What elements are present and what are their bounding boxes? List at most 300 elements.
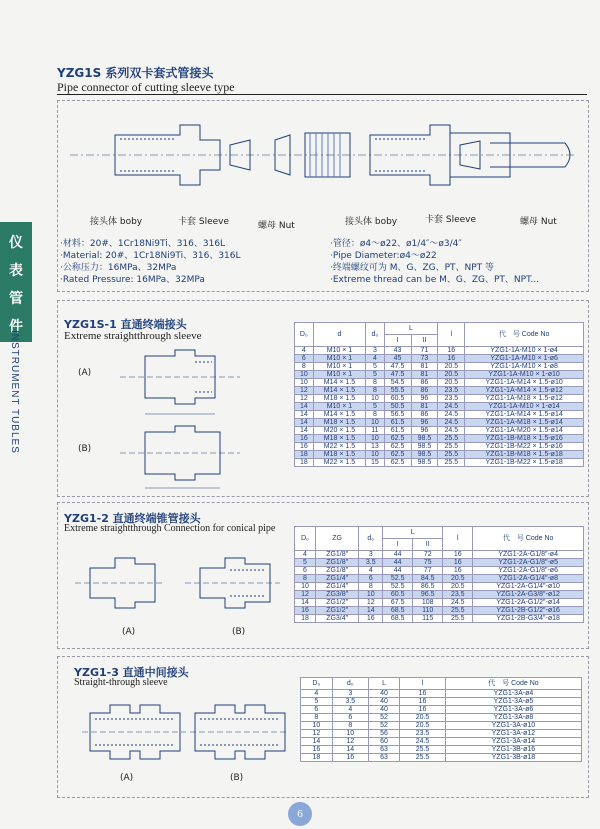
- table-cell: YZG1-3A-ø8: [445, 714, 581, 722]
- table-cell: 4: [295, 347, 314, 355]
- table-cell: 52.5: [383, 575, 413, 583]
- table-cell: 6: [332, 714, 368, 722]
- table-cell: 25.5: [443, 607, 473, 615]
- table-row: [295, 599, 584, 607]
- table-cell: 24.5: [438, 427, 465, 435]
- col-header: d₀: [366, 323, 384, 347]
- table-cell: 20.5: [443, 583, 473, 591]
- table-cell: M18 × 1.5: [313, 419, 365, 427]
- col-header: L: [368, 678, 399, 690]
- table-row: [295, 559, 584, 567]
- table-cell: 16: [400, 706, 446, 714]
- table-cell: 62.5: [384, 435, 411, 443]
- table-cell: 110: [413, 607, 443, 615]
- section1-subtitle: Extreme straightthrough sleeve: [64, 330, 202, 342]
- table-cell: YZG1-3A-ø5: [445, 698, 581, 706]
- table-cell: 67.5: [383, 599, 413, 607]
- page-number: 6: [288, 802, 312, 826]
- table-cell: YZG1-3A-ø12: [445, 730, 581, 738]
- table-cell: 10: [366, 435, 384, 443]
- table-cell: 3.5: [332, 698, 368, 706]
- table-row: [295, 403, 584, 411]
- table-cell: 4: [366, 355, 384, 363]
- table-cell: 8: [366, 379, 384, 387]
- col-header: 代 号 Code No: [445, 678, 581, 690]
- diagram-label: 接头体 boby: [90, 217, 143, 227]
- table-row: [295, 411, 584, 419]
- col-header: 代 号 Code No: [465, 323, 584, 347]
- table-cell: 5: [366, 403, 384, 411]
- table-cell: ZG3/4″: [315, 615, 358, 623]
- table-cell: 12: [295, 591, 316, 599]
- section1-title: YZG1S-1 直通终端接头: [64, 318, 187, 331]
- table-cell: M10 × 1: [313, 371, 365, 379]
- table-cell: ZG1/8″: [315, 551, 358, 559]
- table-cell: YZG1-2A-G1/4″-ø8: [473, 575, 584, 583]
- table-cell: 8: [295, 363, 314, 371]
- table-cell: 8: [332, 722, 368, 730]
- table-cell: YZG1-2A-G1/8″-ø4: [473, 551, 584, 559]
- table-cell: 6: [295, 355, 314, 363]
- table-cell: ZG1/2″: [315, 599, 358, 607]
- table-cell: 61.5: [384, 419, 411, 427]
- table-cell: 25.5: [438, 451, 465, 459]
- table-cell: 16: [295, 443, 314, 451]
- table-cell: 14: [301, 738, 333, 746]
- table-cell: 47.5: [384, 363, 411, 371]
- table-row: [295, 459, 584, 467]
- table-cell: 40: [368, 690, 399, 698]
- table-cell: M10 × 1: [313, 347, 365, 355]
- table-cell: 62.5: [384, 443, 411, 451]
- table-cell: 10: [295, 371, 314, 379]
- table-cell: 4: [301, 690, 333, 698]
- table-cell: YZG1-1A-M10 × 1-ø8: [465, 363, 584, 371]
- table-cell: 24.5: [438, 403, 465, 411]
- table-cell: 20.5: [438, 379, 465, 387]
- col-header: d₀: [332, 678, 368, 690]
- table-cell: 96: [411, 419, 438, 427]
- table-cell: YZG1-1A-M14 × 1.5-ø10: [465, 379, 584, 387]
- col-header: l: [443, 527, 473, 551]
- table-cell: YZG1-2A-G3/8″-ø12: [473, 591, 584, 599]
- table-cell: 24.5: [400, 738, 446, 746]
- table-cell: YZG1-3A-ø10: [445, 722, 581, 730]
- table-row: [295, 607, 584, 615]
- table-cell: 8: [295, 575, 316, 583]
- table-cell: 6: [359, 575, 383, 583]
- table-cell: 20.5: [438, 371, 465, 379]
- sidebar-char: 管: [9, 291, 23, 307]
- table-cell: 77: [413, 567, 443, 575]
- table-cell: 25.5: [443, 615, 473, 623]
- table-row: [295, 551, 584, 559]
- table-cell: 84.5: [413, 575, 443, 583]
- table-row: [295, 419, 584, 427]
- table-row: [301, 722, 582, 730]
- table-cell: 44: [383, 559, 413, 567]
- table-cell: YZG1-1A-M10 × 1-ø6: [465, 355, 584, 363]
- table-row: [295, 395, 584, 403]
- table-cell: 63: [368, 754, 399, 762]
- table-cell: YZG1-1A-M20 × 1.5-ø14: [465, 427, 584, 435]
- table-cell: 23.5: [400, 730, 446, 738]
- table-cell: 12: [301, 730, 333, 738]
- table-cell: YZG1-2A-G1/2″-ø14: [473, 599, 584, 607]
- col-subheader: II: [413, 539, 443, 551]
- table-row: [301, 698, 582, 706]
- diagram-label: 螺母 Nut: [258, 221, 295, 231]
- table-cell: 81: [411, 371, 438, 379]
- table-cell: 86: [411, 411, 438, 419]
- table-cell: M14 × 1.5: [313, 379, 365, 387]
- table-cell: M18 × 1.5: [313, 451, 365, 459]
- spec-line: ·材料：20#、1Cr18Ni9Ti、316、316L: [60, 239, 226, 249]
- table-cell: 25.5: [438, 435, 465, 443]
- header-rule: [57, 94, 587, 95]
- table-cell: 96: [411, 427, 438, 435]
- table-cell: 56: [368, 730, 399, 738]
- table-row: [295, 591, 584, 599]
- table-cell: 5: [366, 371, 384, 379]
- diagram-label: 卡套 Sleeve: [425, 215, 477, 225]
- table-cell: 86: [411, 387, 438, 395]
- table-cell: M14 × 1.5: [313, 387, 365, 395]
- table-cell: 73: [411, 355, 438, 363]
- table-cell: 15: [366, 459, 384, 467]
- table-cell: 18: [295, 459, 314, 467]
- table-cell: YZG1-1A-M14 × 1.5-ø12: [465, 387, 584, 395]
- table-cell: 5: [301, 698, 333, 706]
- table-cell: YZG1-3B-ø18: [445, 754, 581, 762]
- table-cell: 40: [368, 706, 399, 714]
- table-cell: 12: [295, 387, 314, 395]
- table-cell: 86: [411, 379, 438, 387]
- col-subheader: II: [411, 335, 438, 347]
- table-cell: 81: [411, 363, 438, 371]
- table-row: [301, 706, 582, 714]
- col-header: l: [400, 678, 446, 690]
- table-cell: 10: [301, 722, 333, 730]
- table-cell: 20.5: [443, 575, 473, 583]
- table-cell: 60.5: [383, 591, 413, 599]
- table-cell: 98.5: [411, 451, 438, 459]
- table-cell: M10 × 1: [313, 363, 365, 371]
- table-cell: 45: [384, 355, 411, 363]
- table-cell: YZG1-1B-M22 × 1.5-ø18: [465, 459, 584, 467]
- table-cell: M14 × 1.5: [313, 411, 365, 419]
- spec-line: ·Rated Pressure: 16MPa、32MPa: [60, 275, 205, 285]
- table-cell: 47.5: [384, 371, 411, 379]
- table-cell: 14: [332, 746, 368, 754]
- table-cell: 16: [443, 559, 473, 567]
- sidebar-char: 表: [9, 263, 23, 279]
- table-cell: YZG1-1A-M18 × 1.5-ø14: [465, 419, 584, 427]
- table-cell: 44: [383, 551, 413, 559]
- table-cell: 24.5: [443, 599, 473, 607]
- col-subheader: I: [383, 539, 413, 551]
- table-cell: 10: [295, 379, 314, 387]
- table-cell: 71: [411, 347, 438, 355]
- table-cell: 44: [383, 567, 413, 575]
- table-row: [295, 363, 584, 371]
- table-row: [295, 347, 584, 355]
- table-row: [295, 583, 584, 591]
- table-cell: YZG1-1A-M10 × 1-ø4: [465, 347, 584, 355]
- table-cell: 16: [400, 690, 446, 698]
- table-cell: 6: [295, 567, 316, 575]
- table-cell: 8: [366, 387, 384, 395]
- table-cell: 10: [295, 583, 316, 591]
- table-row: [295, 615, 584, 623]
- col-header: 代 号 Code No: [473, 527, 584, 551]
- table-cell: YZG1-2A-G1/4″-ø10: [473, 583, 584, 591]
- figure-label: (B): [232, 627, 246, 637]
- table-cell: 24.5: [438, 419, 465, 427]
- section1-table: [294, 322, 584, 467]
- table-cell: 4: [295, 551, 316, 559]
- table-cell: 115: [413, 615, 443, 623]
- table-cell: 25.5: [400, 754, 446, 762]
- table-cell: YZG1-3A-ø6: [445, 706, 581, 714]
- section3-drawing: [80, 695, 290, 770]
- table-row: [295, 451, 584, 459]
- table-cell: M10 × 1: [313, 355, 365, 363]
- col-header: D₀: [295, 323, 314, 347]
- table-row: [295, 387, 584, 395]
- spec-line: ·管径：ø4～ø22、ø1/4″～ø3/4″: [330, 239, 462, 249]
- table-cell: M18 × 1.5: [313, 395, 365, 403]
- table-cell: 75: [413, 559, 443, 567]
- table-cell: 10: [366, 451, 384, 459]
- page-title: YZG1S 系列双卡套式管接头: [57, 66, 214, 80]
- table-cell: 16: [438, 355, 465, 363]
- table-cell: YZG1-2A-G1/8″-ø5: [473, 559, 584, 567]
- table-cell: ZG1/4″: [315, 583, 358, 591]
- table-cell: 24.5: [438, 411, 465, 419]
- table-cell: 52.5: [383, 583, 413, 591]
- table-cell: 16: [295, 435, 314, 443]
- table-cell: 12: [359, 599, 383, 607]
- table-cell: 14: [295, 599, 316, 607]
- spec-line: ·公称压力：16MPa、32MPa: [60, 263, 177, 273]
- table-cell: 23.5: [438, 387, 465, 395]
- table-cell: 81: [411, 403, 438, 411]
- table-cell: 10: [359, 591, 383, 599]
- spec-line: ·Material: 20#、1Cr18Ni9Ti、316、316L: [60, 251, 241, 261]
- diagram-label: 螺母 Nut: [520, 217, 557, 227]
- table-cell: 61.5: [384, 427, 411, 435]
- table-cell: M18 × 1.5: [313, 435, 365, 443]
- table-cell: YZG1-1A-M18 × 1.5-ø12: [465, 395, 584, 403]
- table-cell: 16: [359, 615, 383, 623]
- table-cell: 10: [366, 419, 384, 427]
- section2-subtitle: Extreme straightthrough Connection for conical pipe: [64, 523, 276, 534]
- table-cell: 3: [359, 551, 383, 559]
- spec-line: ·Pipe Diameter:ø4～ø22: [330, 251, 437, 261]
- table-cell: 4: [359, 567, 383, 575]
- sidebar-char: 仪: [9, 235, 23, 251]
- table-row: [295, 443, 584, 451]
- table-cell: ZG1/2″: [315, 607, 358, 615]
- table-cell: 20.5: [400, 722, 446, 730]
- table-cell: 6: [301, 706, 333, 714]
- table-cell: YZG1-1A-M14 × 1.5-ø14: [465, 411, 584, 419]
- table-cell: YZG1-3B-ø16: [445, 746, 581, 754]
- table-cell: 25.5: [438, 443, 465, 451]
- table-cell: 23.5: [443, 591, 473, 599]
- table-cell: 63: [368, 746, 399, 754]
- table-cell: YZG1-2B-G3/4″-ø18: [473, 615, 584, 623]
- table-cell: 25.5: [438, 459, 465, 467]
- table-cell: 4: [332, 706, 368, 714]
- table-cell: M22 × 1.5: [313, 443, 365, 451]
- section2-table: [294, 526, 584, 623]
- table-cell: 98.5: [411, 435, 438, 443]
- table-cell: 54.5: [384, 379, 411, 387]
- table-row: [301, 730, 582, 738]
- col-subheader: I: [384, 335, 411, 347]
- table-cell: YZG1-1B-M18 × 1.5-ø18: [465, 451, 584, 459]
- table-cell: 60: [368, 738, 399, 746]
- table-cell: 12: [295, 395, 314, 403]
- table-cell: YZG1-1A-M10 × 1-ø10: [465, 371, 584, 379]
- table-cell: 16: [301, 746, 333, 754]
- table-cell: 68.5: [383, 615, 413, 623]
- table-cell: 14: [359, 607, 383, 615]
- table-cell: 14: [295, 403, 314, 411]
- table-cell: 60.5: [384, 395, 411, 403]
- table-row: [295, 379, 584, 387]
- table-cell: ZG1/4″: [315, 575, 358, 583]
- table-cell: 20.5: [400, 714, 446, 722]
- section1-drawing: [100, 342, 285, 492]
- table-cell: 52: [368, 722, 399, 730]
- table-cell: YZG1-1B-M18 × 1.5-ø16: [465, 435, 584, 443]
- table-cell: 23.5: [438, 395, 465, 403]
- table-row: [295, 371, 584, 379]
- table-cell: YZG1-2B-G1/2″-ø16: [473, 607, 584, 615]
- col-header: d: [313, 323, 365, 347]
- col-header: L: [383, 527, 443, 539]
- table-cell: ZG3/8″: [315, 591, 358, 599]
- table-cell: 10: [332, 730, 368, 738]
- table-row: [295, 567, 584, 575]
- table-cell: 25.5: [400, 746, 446, 754]
- diagram-label: 卡套 Sleeve: [178, 217, 230, 227]
- table-cell: YZG1-3A-ø14: [445, 738, 581, 746]
- table-cell: 55.5: [384, 387, 411, 395]
- table-cell: M22 × 1.5: [313, 459, 365, 467]
- table-cell: 13: [366, 443, 384, 451]
- table-cell: ZG1/8″: [315, 567, 358, 575]
- table-cell: 68.5: [383, 607, 413, 615]
- table-row: [295, 427, 584, 435]
- table-cell: 108: [413, 599, 443, 607]
- table-cell: 8: [366, 411, 384, 419]
- col-header: d₀: [359, 527, 383, 551]
- table-cell: YZG1-1B-M22 × 1.5-ø16: [465, 443, 584, 451]
- table-row: [295, 435, 584, 443]
- table-cell: 50.5: [384, 403, 411, 411]
- table-cell: M20 × 1.5: [313, 427, 365, 435]
- table-cell: 16: [443, 567, 473, 575]
- table-cell: 5: [366, 363, 384, 371]
- section2-title: YZG1-2 直通终端锥管接头: [64, 512, 201, 525]
- table-cell: 52: [368, 714, 399, 722]
- table-cell: 8: [359, 583, 383, 591]
- table-cell: YZG1-1A-M10 × 1-ø14: [465, 403, 584, 411]
- table-row: [301, 746, 582, 754]
- table-cell: 40: [368, 698, 399, 706]
- section3-title: YZG1-3 直通中间接头: [74, 666, 189, 679]
- figure-label: (A): [122, 627, 136, 637]
- table-cell: 16: [332, 754, 368, 762]
- table-cell: 20.5: [438, 363, 465, 371]
- table-row: [301, 738, 582, 746]
- col-header: ZG: [315, 527, 358, 551]
- table-cell: 16: [400, 698, 446, 706]
- diagram-label: 接头体 boby: [345, 217, 398, 227]
- table-cell: 8: [301, 714, 333, 722]
- table-cell: M10 × 1: [313, 403, 365, 411]
- col-header: L: [384, 323, 438, 335]
- table-cell: ZG1/8″: [315, 559, 358, 567]
- table-cell: 3: [332, 690, 368, 698]
- table-cell: 16: [295, 607, 316, 615]
- table-cell: 86.5: [413, 583, 443, 591]
- figure-label: (A): [78, 368, 92, 378]
- table-cell: 14: [295, 411, 314, 419]
- table-cell: 18: [295, 615, 316, 623]
- spec-line: ·终端螺纹可为 M、G、ZG、PT、NPT 等: [330, 263, 495, 273]
- table-cell: 56.5: [384, 411, 411, 419]
- assembly-diagram: [60, 105, 580, 215]
- table-row: [295, 355, 584, 363]
- table-cell: 43: [384, 347, 411, 355]
- figure-label: (B): [230, 773, 244, 783]
- table-row: [301, 690, 582, 698]
- table-cell: 62.5: [384, 459, 411, 467]
- spec-line: ·Extreme thread can be M、G、ZG、PT、NPT...: [330, 275, 540, 285]
- table-cell: 12: [332, 738, 368, 746]
- table-cell: 98.5: [411, 459, 438, 467]
- section3-subtitle: Straight-through sleeve: [74, 677, 168, 688]
- table-cell: 16: [443, 551, 473, 559]
- figure-label: (A): [120, 773, 134, 783]
- col-header: D₀: [301, 678, 333, 690]
- table-cell: 98.5: [411, 443, 438, 451]
- table-cell: 14: [295, 419, 314, 427]
- section3-table: [300, 677, 582, 762]
- sidebar-english: INSTRUMENT TUBLES: [9, 330, 20, 454]
- table-cell: YZG1-3A-ø4: [445, 690, 581, 698]
- table-row: [301, 714, 582, 722]
- table-cell: 18: [295, 451, 314, 459]
- page-subtitle: Pipe connector of cutting sleeve type: [57, 80, 235, 94]
- table-cell: 11: [366, 427, 384, 435]
- table-cell: 14: [295, 427, 314, 435]
- col-header: D₀: [295, 527, 316, 551]
- table-cell: 62.5: [384, 451, 411, 459]
- table-cell: 72: [413, 551, 443, 559]
- table-cell: 3: [366, 347, 384, 355]
- table-row: [301, 754, 582, 762]
- table-cell: 3.5: [359, 559, 383, 567]
- section2-drawing: [70, 540, 290, 625]
- table-cell: 96.5: [413, 591, 443, 599]
- table-cell: 18: [301, 754, 333, 762]
